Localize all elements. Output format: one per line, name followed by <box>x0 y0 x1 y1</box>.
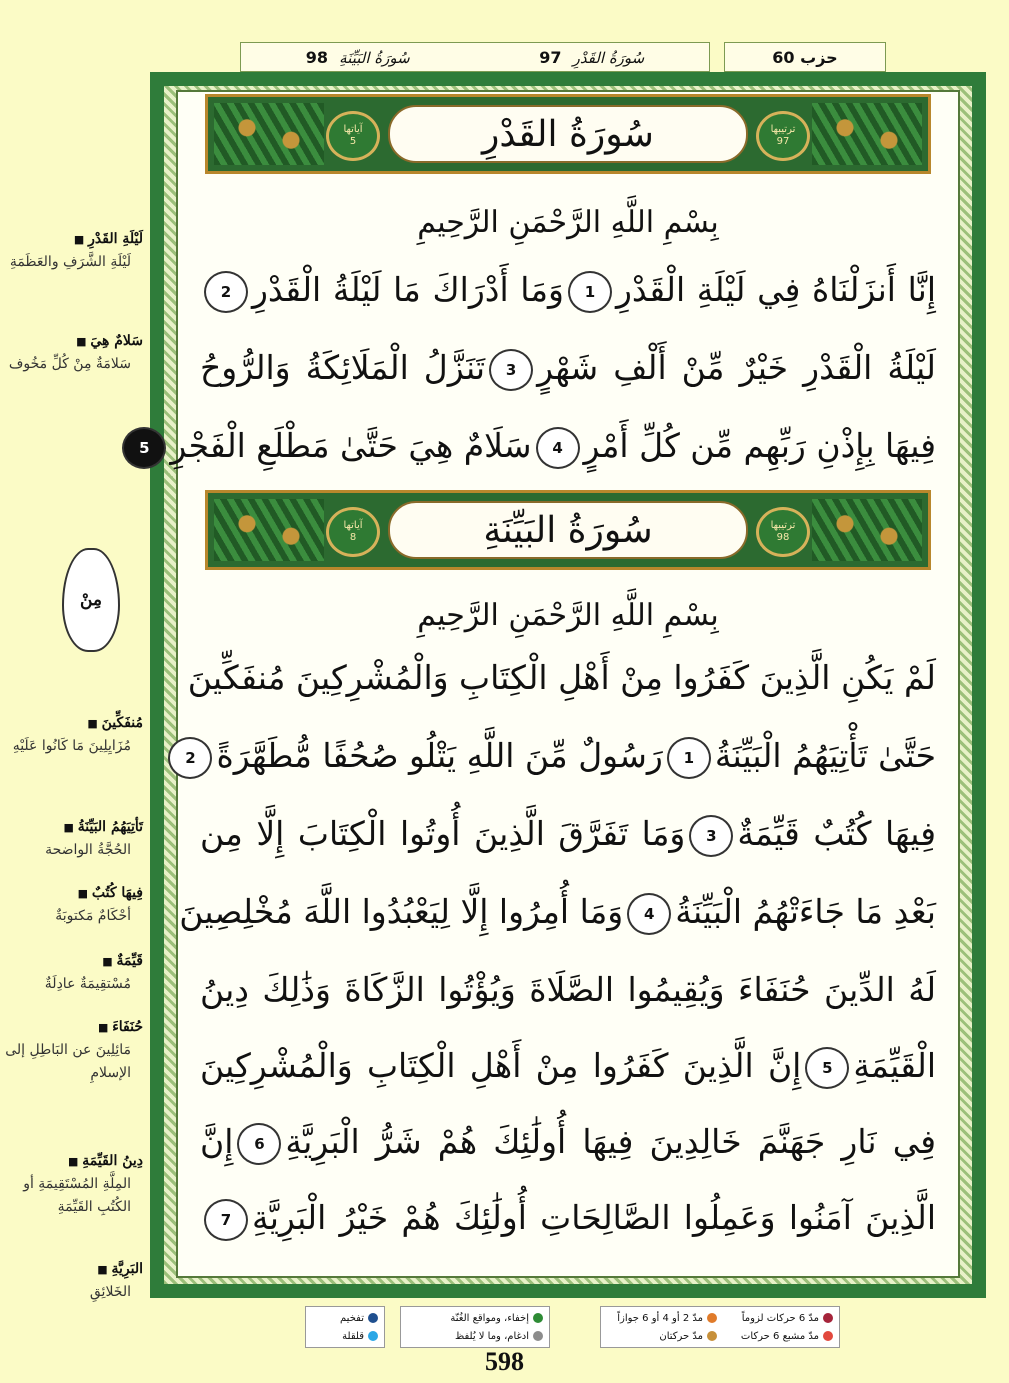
legend-item: مدّ حركتان <box>607 1327 717 1345</box>
glossary-entry: البَرِيَّةِ ■ الخَلائِقِ <box>3 1258 143 1304</box>
glossary-entry: مُنفَكِّينَ ■ مُزَايِلِينَ مَا كَانُوا عَلَيْهِ <box>3 712 143 758</box>
verse-line: إِنَّا أَنزَلْنَاهُ فِي لَيْلَةِ الْقَدْرِ1وَمَا أَدْرَاكَ مَا لَيْلَةُ الْقَدْرِ2 <box>200 270 936 313</box>
ayah-number: 1 <box>667 737 711 779</box>
ayah-number: 2 <box>168 737 212 779</box>
order-medal: ترتيبها 97 <box>756 111 810 161</box>
glossary-entry: سَلامٌ هِيَ ■ سَلامَةٌ مِنْ كُلِّ مَخُوف <box>3 330 143 376</box>
surah-title: سُورَةُ القَدْرِ <box>388 105 748 163</box>
legend-dot <box>368 1313 378 1323</box>
legend-dot <box>707 1331 717 1341</box>
verse-line: فِيهَا كُتُبٌ قَيِّمَةٌ3وَمَا تَفَرَّقَ الَّذِينَ أُوتُوا الْكِتَابَ إِلَّا مِن <box>200 814 936 857</box>
verse-line: حَتَّىٰ تَأْتِيَهُمُ الْبَيِّنَةُ1رَسُولٌ مِّنَ اللَّهِ يَتْلُو صُحُفًا مُّطَهَّرَةً2 <box>200 736 936 779</box>
ayah-number: 6 <box>237 1123 281 1165</box>
legend-dot <box>823 1331 833 1341</box>
page-number: 598 <box>485 1347 524 1376</box>
header-surah-97: سُورَةُ القَدْرِ 97 <box>539 47 645 67</box>
basmala: بِسْمِ اللَّهِ الرَّحْمَنِ الرَّحِيمِ <box>417 598 719 633</box>
tajweed-legend-tafkhim <box>305 1306 385 1348</box>
glossary-entry: لَيْلَةِ القَدْرِ ■ لَيْلَةِ الشَّرَفِ والعَظَمَةِ <box>3 228 143 274</box>
header-surah-98: سُورَةُ البَيِّنَةِ 98 <box>305 47 410 67</box>
glossary-entry: حُنَفَاءَ ■ مَائِلِينَ عن البَاطِلِ إلى الإسلامِ <box>3 1016 143 1085</box>
verse-line: لَمْ يَكُنِ الَّذِينَ كَفَرُوا مِنْ أَهْلِ الْكِتَابِ وَالْمُشْرِكِينَ مُنفَكِّينَ <box>187 658 936 697</box>
basmala: بِسْمِ اللَّهِ الرَّحْمَنِ الرَّحِيمِ <box>417 205 719 240</box>
verse-line: لَهُ الدِّينَ حُنَفَاءَ وَيُقِيمُوا الصَّلَاةَ وَيُؤْتُوا الزَّكَاةَ وَذَٰلِكَ دِينُ <box>200 970 936 1009</box>
tajweed-legend-ghunna <box>400 1306 550 1348</box>
ayah-number: 3 <box>489 349 533 391</box>
header-hizb <box>724 42 886 72</box>
legend-item: مدّ 2 أو 4 أو 6 جوازاً <box>607 1309 717 1327</box>
ayah-number: 7 <box>204 1199 248 1241</box>
order-medal: ترتيبها 98 <box>756 507 810 557</box>
ornament-left <box>214 499 324 561</box>
legend-item: تفخيم <box>312 1309 378 1327</box>
ayah-number: 2 <box>204 271 248 313</box>
verse-line: الْقَيِّمَةِ5إِنَّ الَّذِينَ كَفَرُوا مِنْ أَهْلِ الْكِتَابِ وَالْمُشْرِكِينَ <box>200 1046 936 1089</box>
legend-item: ادغام، وما لا يُلفظ <box>407 1327 543 1345</box>
surah-banner-bayyinah <box>205 490 931 570</box>
legend-dot <box>533 1331 543 1341</box>
legend-dot <box>707 1313 717 1323</box>
ayat-count-medal: آياتها 5 <box>326 111 380 161</box>
legend-item: مدّ 6 حركات لزوماً <box>723 1309 833 1327</box>
ornament-right <box>812 499 922 561</box>
verse-line: فِيهَا بِإِذْنِ رَبِّهِم مِّن كُلِّ أَمْرٍ4سَلَامٌ هِيَ حَتَّىٰ مَطْلَعِ الْفَجْرِ5 <box>200 426 936 469</box>
legend-item: إخفاء، ومواقع الغُنّة <box>407 1309 543 1327</box>
header-surah-names <box>240 42 710 72</box>
surah-title: سُورَةُ البَيِّنَةِ <box>388 501 748 559</box>
ornament-right <box>812 103 922 165</box>
legend-item: قلقلة <box>312 1327 378 1345</box>
legend-item: مدّ مشبع 6 حركات <box>723 1327 833 1345</box>
hizb-quarter-marker: مِنْ <box>62 548 120 652</box>
ayah-number: 4 <box>536 427 580 469</box>
tajweed-legend-madd <box>600 1306 840 1348</box>
glossary-entry: فِيهَا كُتُبٌ ■ أحْكَامٌ مَكتوبَةٌ <box>3 882 143 928</box>
ayat-count-medal: آياتها 8 <box>326 507 380 557</box>
legend-dot <box>368 1331 378 1341</box>
ayah-number: 1 <box>568 271 612 313</box>
ornament-left <box>214 103 324 165</box>
legend-dot <box>533 1313 543 1323</box>
ayah-number: 5 <box>805 1047 849 1089</box>
verse-line: بَعْدِ مَا جَاءَتْهُمُ الْبَيِّنَةُ4وَمَا أُمِرُوا إِلَّا لِيَعْبُدُوا اللَّهَ مُخْلِصِينَ <box>200 892 936 935</box>
glossary-entry: دِينُ القَيِّمَةِ ■ المِلَّةِ المُسْتَقِيمَةِ أو الكُتُبِ القَيِّمَةِ <box>3 1150 143 1219</box>
glossary-entry: تَأتِيَهُمُ البَيِّنَةُ ■ الحُجَّةُ الواضحة <box>3 816 143 862</box>
ayah-number: 3 <box>689 815 733 857</box>
surah-banner-qadr <box>205 94 931 174</box>
verse-line: لَيْلَةُ الْقَدْرِ خَيْرٌ مِّنْ أَلْفِ شَهْرٍ3تَنَزَّلُ الْمَلَائِكَةُ وَالرُّوحُ <box>200 348 936 391</box>
verse-line: فِي نَارِ جَهَنَّمَ خَالِدِينَ فِيهَا أُولَٰئِكَ هُمْ شَرُّ الْبَرِيَّةِ6إِنَّ <box>200 1122 936 1165</box>
ayah-number: 5 <box>122 427 166 469</box>
ayah-number: 4 <box>627 893 671 935</box>
hizb-label: حزب 60 <box>772 47 838 67</box>
glossary-entry: قَيِّمَةٌ ■ مُسْتقِيمَةٌ عادِلَةٌ <box>3 950 143 996</box>
legend-dot <box>823 1313 833 1323</box>
verse-line: الَّذِينَ آمَنُوا وَعَمِلُوا الصَّالِحَاتِ أُولَٰئِكَ هُمْ خَيْرُ الْبَرِيَّةِ7 <box>200 1198 936 1241</box>
